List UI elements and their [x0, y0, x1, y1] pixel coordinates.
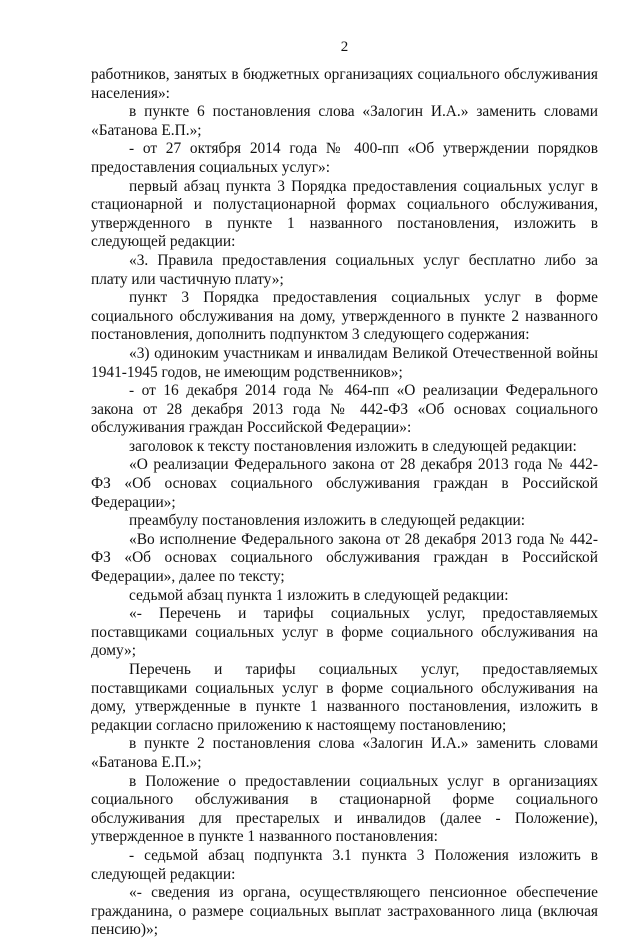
paragraph: - седьмой абзац подпункта 3.1 пункта 3 Положения изложить в следующей редакции:	[91, 846, 598, 883]
paragraph: - от 27 октября 2014 года № 400-пп «Об утверждении порядков предоставления социальных услуг»:	[91, 140, 598, 176]
paragraph: пункт 3 Порядка предоставления социальных услуг в форме социального обслуживания на дому, утвержденного в пункте 2 названного постановления, дополнить подпунктом 3 следующего содержания:	[91, 289, 598, 344]
document-body	[91, 66, 598, 940]
paragraph: - от 16 декабря 2014 года № 464-пп «О реализации Федерального закона от 28 декабря 2013 года № 442-ФЗ «Об основах социального обслуживания граждан Российской Федерации»:	[91, 382, 598, 437]
paragraph: Перечень и тарифы социальных услуг, предоставляемых поставщиками социальных услуг в форме социального обслуживания на дому, утвержденные в пункте 1 названного постановления, изложить в редакции согласно приложению к настоящему постановлению;	[91, 661, 598, 734]
paragraph: в пункте 6 постановления слова «Залогин И.А.» заменить словами «Батанова Е.П.»;	[91, 103, 598, 139]
paragraph: преамбулу постановления изложить в следующей редакции:	[129, 512, 526, 530]
paragraph: «- сведения из органа, осуществляющего пенсионное обеспечение гражданина, о размере социальных выплат застрахованного лица (включая пенсию)»;	[91, 884, 598, 939]
paragraph: «О реализации Федерального закона от 28 декабря 2013 года № 442-ФЗ «Об основах социального обслуживания граждан в Российской Федерации»;	[91, 456, 598, 511]
paragraph: «- Перечень и тарифы социальных услуг, предоставляемых поставщиками социальных услуг в форме социального обслуживания на дому»;	[91, 605, 598, 660]
paragraph: «3) одиноким участникам и инвалидам Великой Отечественной войны 1941-1945 годов, не имеющим родственников»;	[91, 344, 598, 381]
paragraph: в пункте 2 постановления слова «Залогин И.А.» заменить словами «Батанова Е.П.»;	[91, 735, 598, 771]
page-number: 2	[340, 39, 349, 55]
paragraph: «3. Правила предоставления социальных услуг бесплатно либо за плату или частичную плату»;	[91, 251, 598, 288]
paragraph: седьмой абзац пункта 1 изложить в следующей редакции:	[129, 586, 509, 604]
paragraph: «Во исполнение Федерального закона от 28 декабря 2013 года № 442-ФЗ «Об основах социального обслуживания граждан в Российской Федерации», далее по тексту;	[91, 530, 598, 586]
paragraph: первый абзац пункта 3 Порядка предоставления социальных услуг в стационарной и полустационарной формах социального обслуживания, утвержденного в пункте 1 названного постановления, изложить в следующей редакции:	[91, 177, 598, 251]
paragraph: в Положение о предоставлении социальных услуг в организациях социального обслуживания в стационарной форме социального обслуживания для престарелых и инвалидов (далее - Положение), утвержденное в пункте 1 названного постановления:	[91, 772, 598, 846]
paragraph: работников, занятых в бюджетных организациях социального обслуживания населения»:	[91, 66, 598, 102]
paragraph: заголовок к тексту постановления изложить в следующей редакции:	[129, 437, 577, 455]
